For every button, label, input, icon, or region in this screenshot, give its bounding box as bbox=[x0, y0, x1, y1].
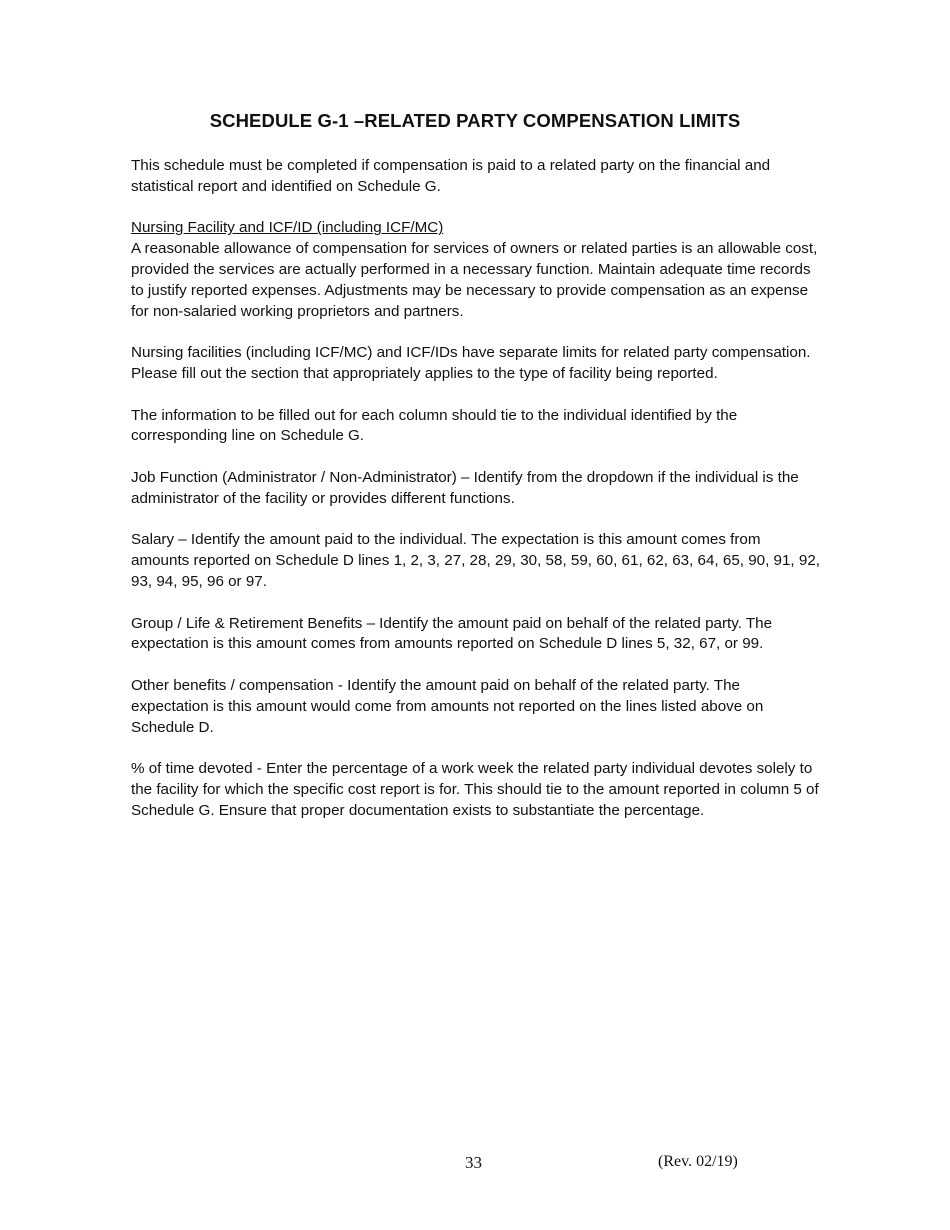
column-info-paragraph: The information to be filled out for each column should tie to the individual identified by the corresponding line on Schedule G. bbox=[131, 406, 738, 445]
section-body: A reasonable allowance of compensation for services of owners or related parties is an allowable cost, provided the services are actually performed in a necessary function. Maintain adequate time records to justify reported expenses. Adjustments may be necessary to provide compensation as an expense for non-salaried working proprietors and partners. bbox=[131, 240, 818, 320]
page-number: 33 bbox=[465, 1153, 482, 1172]
nursing-facility-section bbox=[131, 218, 821, 322]
salary-paragraph: Salary – Identify the amount paid to the individual. The expectation is this amount comes from amounts reported on Schedule D lines 1, 2, 3, 27, 28, 29, 30, 58, 59, 60, 61, 62, 63, 64, 65, 90, 91, 92, 93, 94, 95, 96 or 97. bbox=[131, 531, 820, 590]
separate-limits-paragraph: Nursing facilities (including ICF/MC) and ICF/IDs have separate limits for related party compensation. Please fill out the section that appropriately applies to the type of facility being reported. bbox=[131, 344, 811, 382]
document-body bbox=[131, 156, 821, 842]
job-function-paragraph: Job Function (Administrator / Non-Administrator) – Identify from the dropdown if the individual is the administrator of the facility or provides different functions. bbox=[131, 468, 799, 507]
time-devoted-paragraph: % of time devoted - Enter the percentage of a work week the related party individual devotes solely to the facility for which the specific cost report is for. This should tie to the amount reported in column 5 of Schedule G. Ensure that proper documentation exists to substantiate the percentage. bbox=[131, 760, 819, 819]
page-title: SCHEDULE G-1 –RELATED PARTY COMPENSATION LIMITS bbox=[209, 110, 741, 131]
section-heading: Nursing Facility and ICF/ID (including ICF/MC) bbox=[131, 219, 444, 237]
intro-paragraph: This schedule must be completed if compensation is paid to a related party on the financial and statistical report and identified on Schedule G. bbox=[131, 157, 771, 195]
other-benefits-paragraph: Other benefits / compensation - Identify the amount paid on behalf of the related party. The expectation is this amount would come from amounts not reported on the lines listed above on Schedule D. bbox=[131, 676, 764, 736]
benefits-paragraph: Group / Life & Retirement Benefits – Identify the amount paid on behalf of the related party. The expectation is this amount comes from amounts reported on Schedule D lines 5, 32, 67, or 99. bbox=[131, 614, 773, 653]
revision-label: (Rev. 02/19) bbox=[658, 1153, 738, 1170]
